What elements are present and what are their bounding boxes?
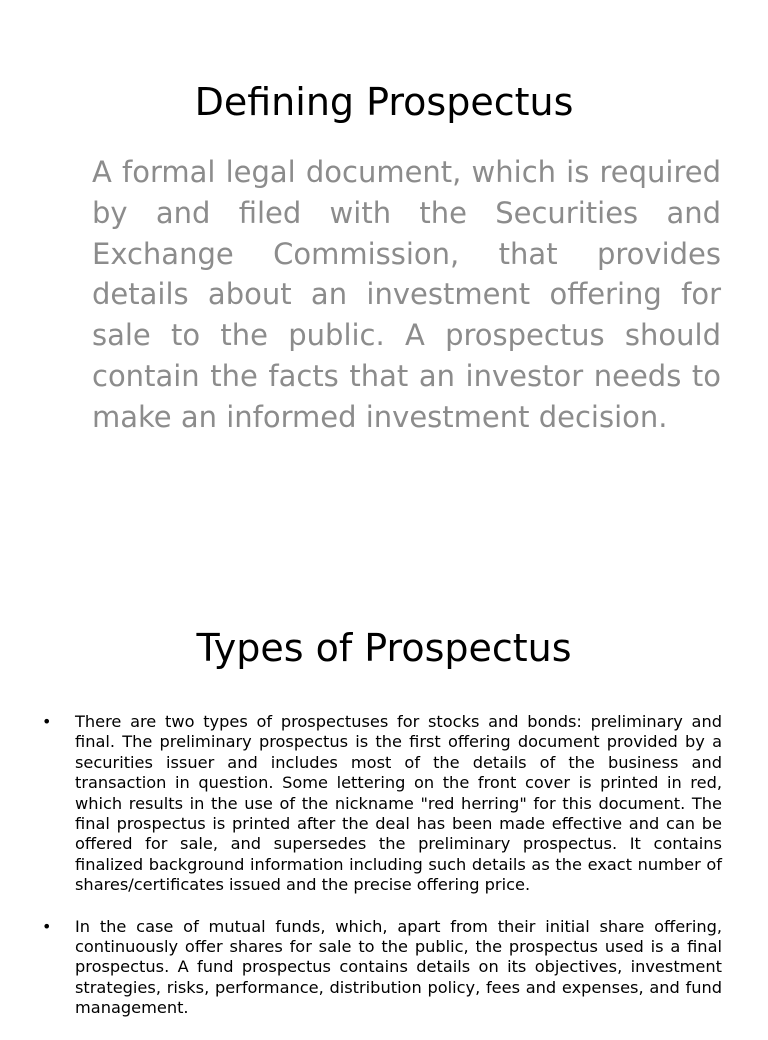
bullet-dot-icon: • xyxy=(42,712,52,731)
slide-title-defining-prospectus: Defining Prospectus xyxy=(194,80,574,124)
bullet-item-mutual-funds xyxy=(42,917,722,1019)
bullet-text: There are two types of prospectuses for stocks and bonds: preliminary and final. The preliminary prospectus is the first offering document provided by a securities issuer and includes most of the details of the business and transaction in question. Some lettering on the front cover is printed in red, which results in the use of the nickname "red herring" for this document. The final prospectus is printed after the deal has been made effective and can be offered for sale, and supersedes the preliminary prospectus. It contains finalized background information including such details as the exact number of shares/certificates issued and the precise offering price. xyxy=(75,712,722,895)
slide-title-types-of-prospectus: Types of Prospectus xyxy=(196,626,572,670)
bullet-dot-icon: • xyxy=(42,916,52,936)
bullet-item-stocks-bonds xyxy=(42,712,722,896)
types-bullet-list xyxy=(42,712,722,1040)
definition-paragraph: A formal legal document, which is required by and filed with the Securities and Exchange Commission, that provides details about an investment offering for sale to the public. A prospectus should contain the facts that an investor needs to make an informed investment decision. xyxy=(92,155,721,434)
bullet-text: In the case of mutual funds, which, apart from their initial share offering, continuously offer shares for sale to the public, the prospectus used is a final prospectus. A fund prospectus contains details on its objectives, investment strategies, risks, performance, distribution policy, fees and expenses, and fund management. xyxy=(75,916,722,1018)
